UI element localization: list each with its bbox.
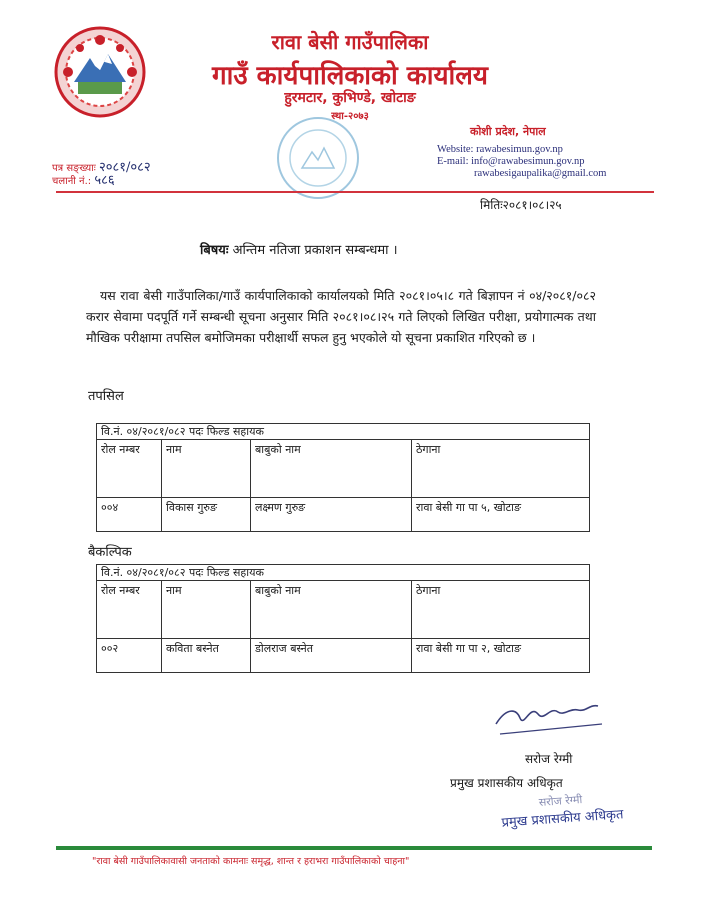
cell-address: रावा बेसी गा पा २, खोटाङ <box>412 639 590 673</box>
reference-block <box>52 162 151 188</box>
stamp-title: प्रमुख प्रशासकीय अधिकृत <box>501 807 624 831</box>
official-stamp <box>468 789 624 833</box>
signatory-title: प्रमुख प्रशासकीय अधिकृत <box>450 776 563 790</box>
established-year: स्था-२०७३ <box>331 111 369 122</box>
header-name: नाम <box>162 440 251 498</box>
header-address: ठेगाना <box>412 581 590 639</box>
municipality-name: रावा बेसी गाउँपालिका <box>271 30 429 54</box>
table-row <box>97 498 590 532</box>
header-father-name: बाबुको नाम <box>251 440 412 498</box>
results-table <box>96 423 590 532</box>
letter-date: मितिः२०८१।०८।२५ <box>480 198 562 212</box>
nepal-emblem-icon <box>52 24 148 120</box>
alternate-label: बैकल्पिक <box>88 545 132 560</box>
office-name: गाउँ कार्यपालिकाको कार्यालय <box>212 61 488 91</box>
cell-name: कविता बस्नेत <box>162 639 251 673</box>
header-roll: रोल नम्बर <box>97 440 162 498</box>
cell-roll: ००४ <box>97 498 162 532</box>
cell-address: रावा बेसी गा पा ५, खोटाङ <box>412 498 590 532</box>
subject-text: अन्तिम नतिजा प्रकाशन सम्बन्धमा । <box>232 243 398 258</box>
dispatch-number-value: ५८६ <box>94 173 115 188</box>
cell-roll: ००२ <box>97 639 162 673</box>
cell-father-name: लक्ष्मण गुरुङ <box>251 498 412 532</box>
signature-icon <box>490 694 610 742</box>
header-roll: रोल नम्बर <box>97 581 162 639</box>
dispatch-number-label: चलानी नं.: <box>52 176 92 187</box>
header-name: नाम <box>162 581 251 639</box>
footer-divider <box>56 846 652 850</box>
email-text[interactable]: E-mail: info@rawabesimun.gov.np <box>437 156 585 167</box>
header-father-name: बाबुको नाम <box>251 581 412 639</box>
footer-slogan: "रावा बेसी गाउँपालिकावासी जनताको कामनाः समृद्ध, शान्त र हराभरा गाउँपालिकाको चाहना" <box>92 856 410 867</box>
tapasil-label: तपसिल <box>88 389 124 404</box>
subject-line <box>200 240 398 258</box>
header-divider <box>56 191 654 193</box>
office-address: हुरमटार, कुभिण्डे, खोटाङ <box>284 90 416 106</box>
table-row <box>97 639 590 673</box>
cell-name: विकास गुरुङ <box>162 498 251 532</box>
stamp-name: सरोज रेग्मी <box>538 793 583 810</box>
email-alt-text[interactable]: rawabesigaupalika@gmail.com <box>474 168 607 179</box>
ref-number-value: २०८१/०८२ <box>98 160 151 175</box>
signatory-name: सरोज रेग्मी <box>525 752 573 766</box>
table-caption: वि.नं. ०४/२०८१/०८२ पदः फिल्ड सहायक <box>97 424 590 440</box>
header-address: ठेगाना <box>412 440 590 498</box>
province-label: कोशी प्रदेश, नेपाल <box>470 125 546 138</box>
ref-number-label: पत्र सङ्ख्याः <box>52 163 96 174</box>
cell-father-name: डोलराज बस्नेत <box>251 639 412 673</box>
website-text[interactable]: Website: rawabesimun.gov.np <box>437 144 563 155</box>
alternate-table <box>96 564 590 673</box>
body-paragraph: यस रावा बेसी गाउँपालिका/गाउँ कार्यपालिकाको कार्यालयको मिति २०८१।०५।८ गते बिज्ञापन नं ०४/२०८१/०८२ करार सेवामा पदपूर्ति गर्ने सम्बन्धी सूचना अनुसार मिति २०८१।०८।२५ गते लिएको लिखित परीक्षा, प्रयोगात्मक तथा मौखिक परीक्षामा तपसिल बमोजिमका परीक्षार्थी सफल हुनु भएकोले यो सूचना प्रकाशित गरिएको छ । <box>86 288 596 345</box>
subject-label: बिषयः <box>200 243 229 258</box>
table-caption: वि.नं. ०४/२०८१/०८२ पदः फिल्ड सहायक <box>97 565 590 581</box>
contact-block <box>437 144 606 180</box>
